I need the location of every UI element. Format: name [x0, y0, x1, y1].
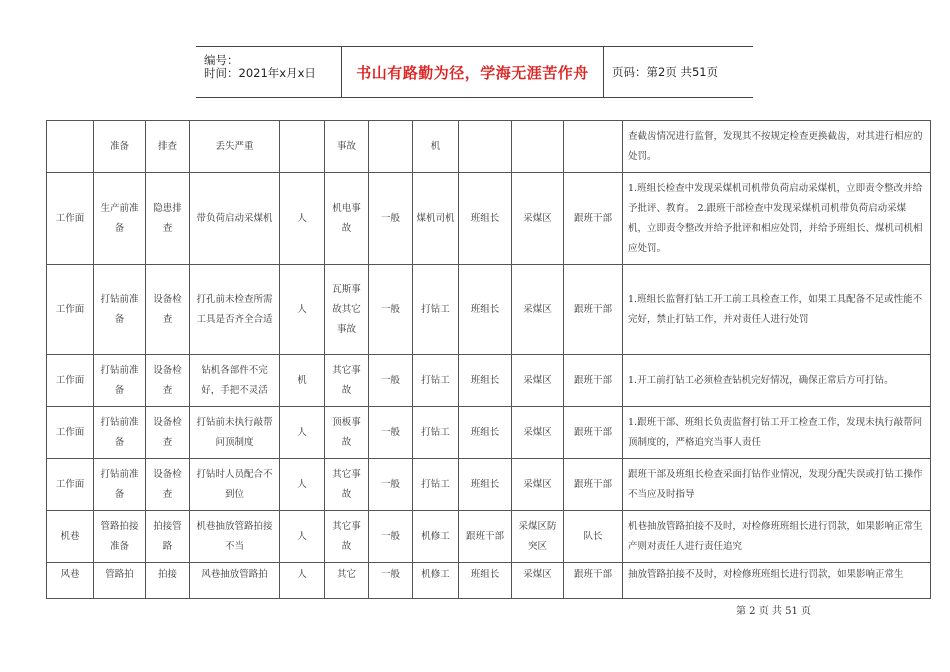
- cell-manager-1: 班组长: [459, 459, 512, 511]
- cell-manager-2: 采煤区防突区: [512, 511, 564, 563]
- hazard-table: [46, 120, 931, 599]
- cell-type: 设备检查: [146, 355, 190, 407]
- cell-measures: 1.开工前打钻工必须检查钻机完好情况，确保正常后方可打钻。: [623, 355, 931, 407]
- cell-category: 机: [280, 355, 325, 407]
- cell-manager-2: 采煤区: [512, 355, 564, 407]
- cell-manager-3: 跟班干部: [564, 459, 623, 511]
- cell-location: 风巷: [47, 563, 94, 599]
- cell-person: 打钻工: [413, 459, 459, 511]
- table-row: [47, 407, 931, 459]
- cell-location: [47, 121, 94, 173]
- cell-category: 人: [280, 459, 325, 511]
- cell-location: 工作面: [47, 459, 94, 511]
- time-label: 时间：2021年x月x日: [204, 66, 316, 80]
- cell-manager-3: 跟班干部: [564, 355, 623, 407]
- page-number-label: 页码：第2页 共51页: [612, 65, 719, 79]
- cell-manager-1: 班组长: [459, 407, 512, 459]
- cell-location: 工作面: [47, 265, 94, 355]
- cell-type: 拍接管路: [146, 511, 190, 563]
- cell-level: 一般: [369, 407, 413, 459]
- cell-manager-3: 跟班干部: [564, 265, 623, 355]
- cell-type: 排查: [146, 121, 190, 173]
- table-row: [47, 355, 931, 407]
- cell-manager-1: 班组长: [459, 563, 512, 599]
- cell-level: 一般: [369, 173, 413, 265]
- cell-type: 设备检查: [146, 459, 190, 511]
- cell-manager-1: 班组长: [459, 173, 512, 265]
- cell-measures: 1.班组长监督打钻工开工前工具检查工作，如果工具配备不足或性能不完好，禁止打钻工作，并对责任人进行处罚: [623, 265, 931, 355]
- table-row: [47, 173, 931, 265]
- cell-category: 人: [280, 563, 325, 599]
- cell-category: 人: [280, 407, 325, 459]
- cell-level: 一般: [369, 511, 413, 563]
- cell-accident: 顶板事故: [325, 407, 369, 459]
- cell-manager-1: [459, 121, 512, 173]
- cell-manager-2: 采煤区: [512, 265, 564, 355]
- cell-measures: 机巷抽放管路拍接不及时，对检修班班组长进行罚款，如果影响正常生产则对责任人进行责任追究: [623, 511, 931, 563]
- cell-person: 打钻工: [413, 407, 459, 459]
- table-row: [47, 459, 931, 511]
- cell-location: 工作面: [47, 173, 94, 265]
- cell-stage: 打钻前准备: [94, 355, 146, 407]
- cell-manager-2: 采煤区: [512, 407, 564, 459]
- number-label: 编号：: [204, 53, 239, 67]
- cell-hazard: 打孔前未检查所需工具是否齐全合适: [190, 265, 280, 355]
- table-row: [47, 265, 931, 355]
- cell-type: 设备检查: [146, 407, 190, 459]
- cell-accident: 其它事故: [325, 511, 369, 563]
- cell-location: 机巷: [47, 511, 94, 563]
- cell-stage: 打钻前准备: [94, 265, 146, 355]
- cell-hazard: 打钻前未执行敲帮问顶制度: [190, 407, 280, 459]
- cell-hazard: 打钻时人员配合不到位: [190, 459, 280, 511]
- cell-type: 拍接: [146, 563, 190, 599]
- document-header: [196, 46, 753, 98]
- cell-accident: 瓦斯事故其它事故: [325, 265, 369, 355]
- cell-measures: 抽放管路拍接不及时，对检修班班组长进行罚款，如果影响正常生: [623, 563, 931, 599]
- cell-measures: 1.跟班干部、班组长负责监督打钻工开工检查工作，发现未执行敲帮问顶制度的，严格追究当事人责任: [623, 407, 931, 459]
- cell-stage: 准备: [94, 121, 146, 173]
- cell-hazard: 机巷抽放管路拍接不当: [190, 511, 280, 563]
- cell-measures: 1.班组长检查中发现采煤机司机带负荷启动采煤机，立即责令整改并给予批评、教育。 2.跟班干部检查中发现采煤机司机带负荷启动采煤机，立即责令整改并给予批评和相应处罚，并给予班组长、煤机司机相应处罚。: [623, 173, 931, 265]
- cell-hazard: 带负荷启动采煤机: [190, 173, 280, 265]
- cell-manager-1: 跟班干部: [459, 511, 512, 563]
- cell-manager-2: 采煤区: [512, 459, 564, 511]
- cell-level: [369, 121, 413, 173]
- cell-level: 一般: [369, 563, 413, 599]
- cell-stage: 生产前准备: [94, 173, 146, 265]
- header-meta: [196, 47, 341, 97]
- cell-location: 工作面: [47, 355, 94, 407]
- cell-manager-1: 班组长: [459, 265, 512, 355]
- cell-stage: 打钻前准备: [94, 407, 146, 459]
- cell-level: 一般: [369, 265, 413, 355]
- cell-manager-3: 跟班干部: [564, 563, 623, 599]
- cell-accident: 事故: [325, 121, 369, 173]
- cell-measures: 查截齿情况进行监督，发现其不按规定检查更换截齿，对其进行相应的处罚。: [623, 121, 931, 173]
- table-row: [47, 511, 931, 563]
- table-row: [47, 563, 931, 599]
- cell-manager-3: 跟班干部: [564, 173, 623, 265]
- cell-stage: 打钻前准备: [94, 459, 146, 511]
- cell-accident: 其它事故: [325, 355, 369, 407]
- cell-type: 设备检查: [146, 265, 190, 355]
- cell-category: 人: [280, 265, 325, 355]
- cell-manager-2: 采煤区: [512, 563, 564, 599]
- cell-stage: 管路拍: [94, 563, 146, 599]
- cell-person: 机修工: [413, 511, 459, 563]
- cell-accident: 机电事故: [325, 173, 369, 265]
- cell-level: 一般: [369, 355, 413, 407]
- cell-person: 煤机司机: [413, 173, 459, 265]
- cell-hazard: 丢失严重: [190, 121, 280, 173]
- cell-measures: 跟班干部及班组长检查采面打钻作业情况，发现分配失误或打钻工操作不当应及时指导: [623, 459, 931, 511]
- cell-person: 打钻工: [413, 265, 459, 355]
- cell-manager-3: 跟班干部: [564, 407, 623, 459]
- cell-person: 打钻工: [413, 355, 459, 407]
- cell-person: 机: [413, 121, 459, 173]
- cell-accident: 其它: [325, 563, 369, 599]
- cell-person: 机修工: [413, 563, 459, 599]
- cell-manager-1: 班组长: [459, 355, 512, 407]
- cell-stage: 管路拍接准备: [94, 511, 146, 563]
- table-row: [47, 121, 931, 173]
- cell-hazard: 钻机各部件不完好，手把不灵活: [190, 355, 280, 407]
- motto-text: 书山有路勤为径，学海无涯苦作舟: [356, 63, 589, 82]
- cell-category: 人: [280, 173, 325, 265]
- cell-accident: 其它事故: [325, 459, 369, 511]
- cell-level: 一般: [369, 459, 413, 511]
- cell-manager-2: [512, 121, 564, 173]
- cell-manager-3: 队长: [564, 511, 623, 563]
- cell-location: 工作面: [47, 407, 94, 459]
- cell-type: 隐患排查: [146, 173, 190, 265]
- cell-manager-3: [564, 121, 623, 173]
- cell-category: [280, 121, 325, 173]
- page-footer: 第 2 页 共 51 页: [736, 606, 811, 617]
- cell-hazard: 风巷抽放管路拍: [190, 563, 280, 599]
- cell-category: 人: [280, 511, 325, 563]
- cell-manager-2: 采煤区: [512, 173, 564, 265]
